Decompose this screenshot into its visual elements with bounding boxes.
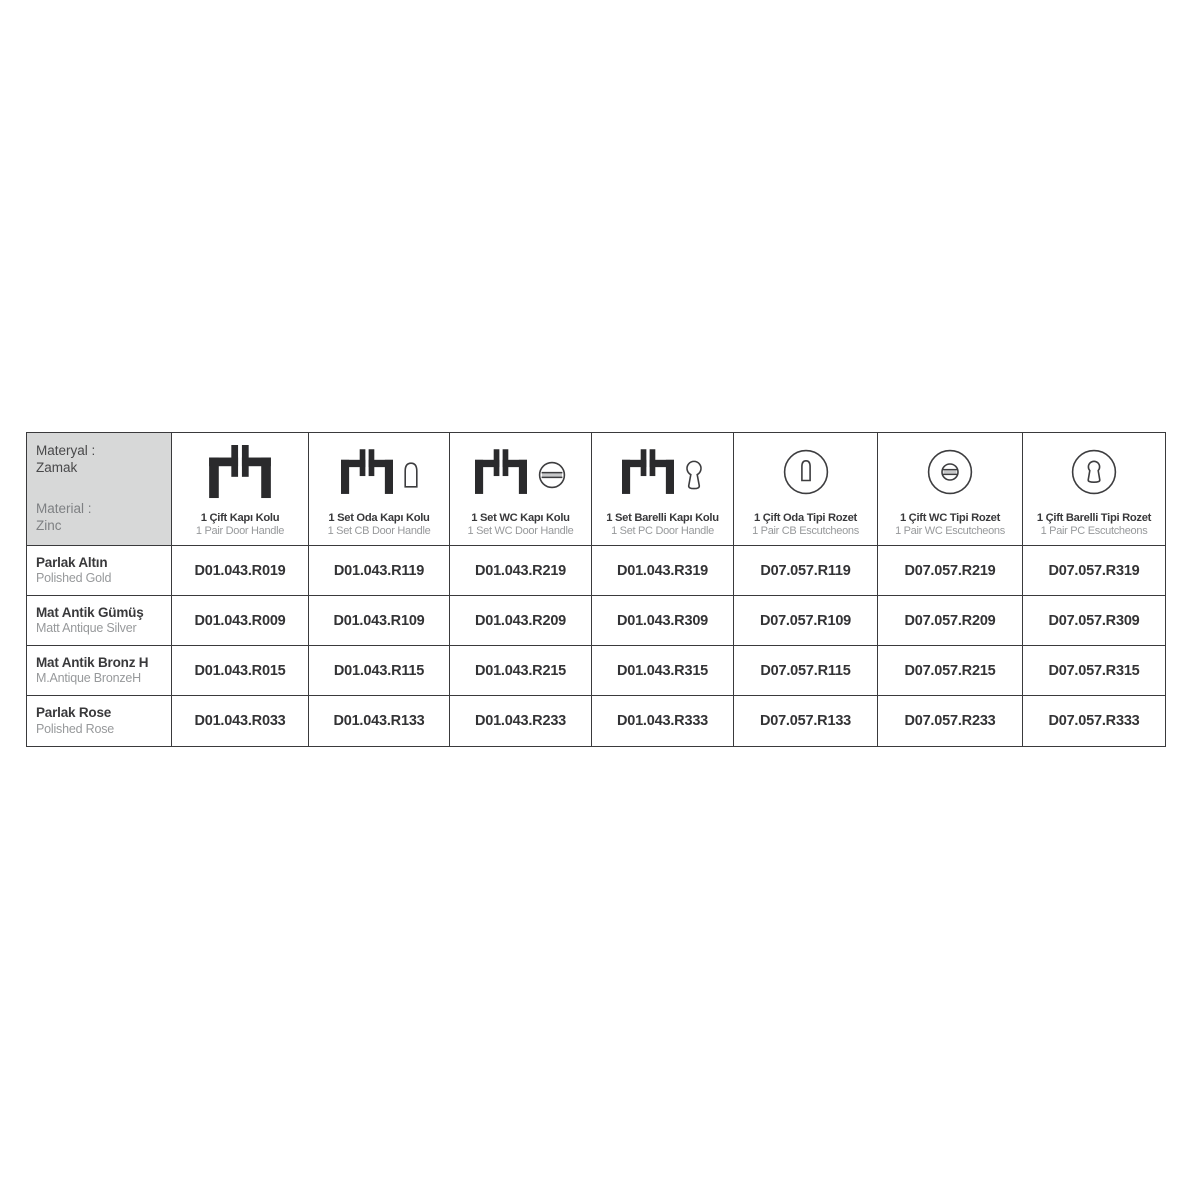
wc-turn-icon xyxy=(538,461,566,489)
column-label-tr: 1 Set WC Kapı Kolu xyxy=(471,511,570,524)
column-header-pair-door-handle xyxy=(172,433,309,546)
column-label-tr: 1 Çift WC Tipi Rozet xyxy=(899,511,1001,524)
product-code-cell: D07.057.R109 xyxy=(734,596,878,646)
product-code-cell: D01.043.R119 xyxy=(309,546,450,596)
product-code-cell: D01.043.R233 xyxy=(450,696,592,746)
product-code-cell: D01.043.R215 xyxy=(450,646,592,696)
column-label-en: 1 Set PC Door Handle xyxy=(611,525,714,538)
column-header-pc-door-handle-set xyxy=(592,433,734,546)
column-label-en: 1 Set CB Door Handle xyxy=(327,525,431,538)
column-header-pc-escutcheons xyxy=(1023,433,1165,546)
product-code-cell: D01.043.R115 xyxy=(309,646,450,696)
cb-escutcheon-icon xyxy=(783,449,829,495)
material-english: Material : Zinc xyxy=(36,501,92,534)
product-code-cell: D07.057.R133 xyxy=(734,696,878,746)
cb-key-icon xyxy=(404,462,418,488)
product-code-cell: D07.057.R319 xyxy=(1023,546,1165,596)
product-code-cell: D01.043.R219 xyxy=(450,546,592,596)
material-turkish: Materyal : Zamak xyxy=(36,443,96,475)
column-label-en: 1 Pair WC Escutcheons xyxy=(895,525,1005,538)
column-header-cb-door-handle-set xyxy=(309,433,450,546)
finish-label-cell: Mat Antik Gümüş Matt Antique Silver xyxy=(27,596,172,646)
product-code-cell: D01.043.R109 xyxy=(309,596,450,646)
product-code-cell: D07.057.R119 xyxy=(734,546,878,596)
product-code-cell: D01.043.R309 xyxy=(592,596,734,646)
product-code-cell: D01.043.R209 xyxy=(450,596,592,646)
product-code-cell: D01.043.R333 xyxy=(592,696,734,746)
pc-escutcheon-icon xyxy=(1071,449,1117,495)
column-label-en: 1 Set WC Door Handle xyxy=(467,525,574,538)
product-code-cell: D07.057.R315 xyxy=(1023,646,1165,696)
door-handle-pair-icon xyxy=(475,449,527,495)
wc-escutcheon-icon xyxy=(927,449,973,495)
door-handle-pair-icon xyxy=(209,445,271,499)
finish-label-cell: Mat Antik Bronz H M.Antique BronzeH xyxy=(27,646,172,696)
column-label-tr: 1 Çift Oda Tipi Rozet xyxy=(754,511,857,524)
product-code-cell: D01.043.R015 xyxy=(172,646,309,696)
finish-label-cell: Parlak Rose Polished Rose xyxy=(27,696,172,746)
column-label-tr: 1 Set Barelli Kapı Kolu xyxy=(606,511,719,524)
product-code-cell: D07.057.R233 xyxy=(878,696,1023,746)
product-code-cell: D07.057.R333 xyxy=(1048,713,1140,729)
product-code-table xyxy=(26,432,1166,747)
product-code-cell: D01.043.R009 xyxy=(172,596,309,646)
column-label-tr: 1 Çift Barelli Tipi Rozet xyxy=(1036,511,1152,524)
door-handle-pair-icon xyxy=(341,449,393,495)
door-handle-pair-icon xyxy=(622,449,674,495)
column-header-wc-door-handle-set xyxy=(450,433,592,546)
product-code-cell: D07.057.R115 xyxy=(734,646,878,696)
product-code-cell: D01.043.R033 xyxy=(172,696,309,746)
column-label-en: 1 Pair PC Escutcheons xyxy=(1040,525,1148,538)
product-code-cell: D01.043.R133 xyxy=(309,696,450,746)
finish-label-cell: Parlak Altın Polished Gold xyxy=(27,546,172,596)
column-header-cb-escutcheons xyxy=(734,433,878,546)
material-header-cell xyxy=(27,433,172,546)
pc-cylinder-icon xyxy=(685,460,703,490)
column-label-tr: 1 Çift Kapı Kolu xyxy=(200,511,280,524)
column-header-wc-escutcheons xyxy=(878,433,1023,546)
column-label-en: 1 Pair CB Escutcheons xyxy=(752,525,859,538)
product-code-cell: D07.057.R215 xyxy=(878,646,1023,696)
column-label-tr: 1 Set Oda Kapı Kolu xyxy=(328,511,430,524)
product-code-cell: D01.043.R019 xyxy=(172,546,309,596)
product-code-cell: D01.043.R315 xyxy=(592,646,734,696)
product-code-cell: D07.057.R209 xyxy=(878,596,1023,646)
column-label-en: 1 Pair Door Handle xyxy=(195,525,285,538)
product-code-cell: D07.057.R309 xyxy=(1023,596,1165,646)
product-code-cell: D01.043.R319 xyxy=(592,546,734,596)
product-code-cell: D07.057.R219 xyxy=(878,546,1023,596)
